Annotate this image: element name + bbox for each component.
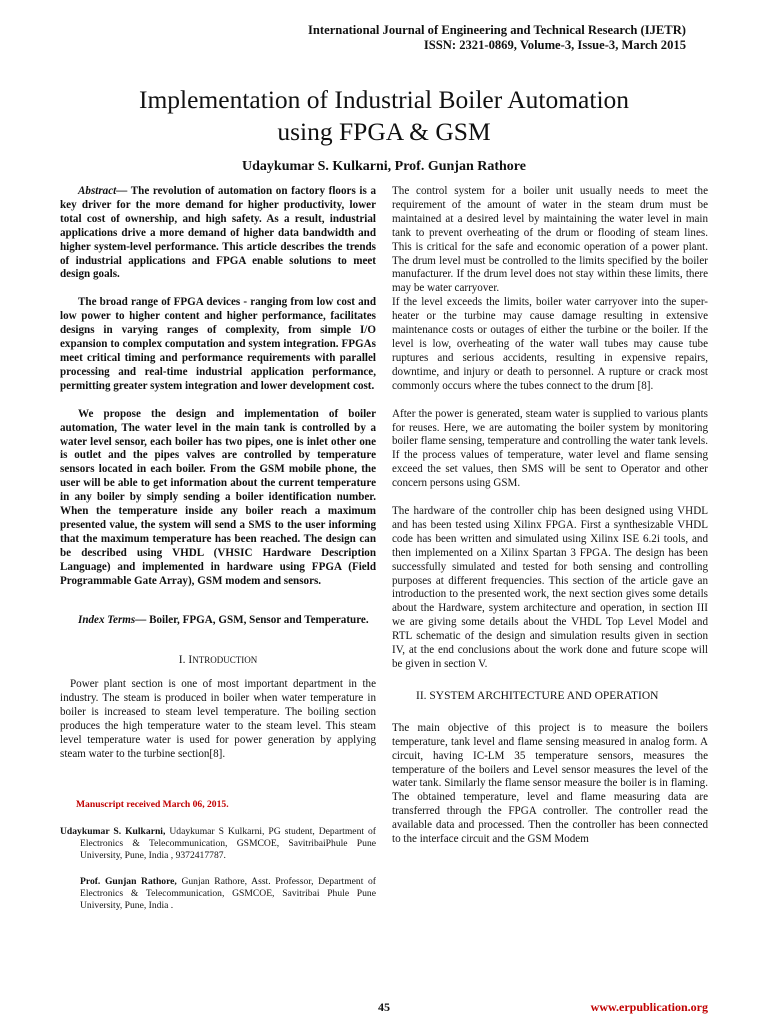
section-2-heading: II. SYSTEM ARCHITECTURE AND OPERATION xyxy=(416,689,659,702)
title-line-2: using FPGA & GSM xyxy=(277,117,491,146)
journal-name: International Journal of Engineering and Technical Research (IJETR) xyxy=(308,23,686,37)
section-1-title-rest: NTRODUCTION xyxy=(192,655,258,666)
section-1-body: Power plant section is one of most important department in the industry. The steam is produced in boiler when water temperature in boiler is increased to steam level temperature. The boiling section produces the high temperature water to the steam level. This steam level temperature water is used for power generation by applying steam water to the turbine section[8]. xyxy=(60,678,376,760)
footnote-1-text: Udaykumar S Kulkarni, PG student, Department of Electronics & Telecommunication, GSMCOE, SavitribaiPhule Pune University, Pune, India , 9372417787. xyxy=(80,825,376,861)
right-paragraph-4: The hardware of the controller chip has been designed using VHDL and has been tested using Xilinx FPGA. First a synthesizable VHDL code has been written and simulated using Xilinx ISE 6.2i tools, and then implemented on a Xilinx Spartan 3 FPGA. The design has been successfully simulated and tested for both sensing and controlling purposes at different frequencies. This section of the article gave an introduction to the presented work, the next section gives some details about the Hardware, system architecture and operation, in section III we are giving some details about the VHDL Top Level Model and RTL schematic of the design and simulation results given in section IV, at the end conclusions about the work done and future scope will be given in section V. xyxy=(392,505,708,670)
section-1-number: I. xyxy=(178,654,189,667)
footnote-1-name: Udaykumar S. Kulkarni, xyxy=(60,825,166,837)
abstract-paragraph-2: The broad range of FPGA devices - ranging from low cost and low power to higher content and higher performance, facilitates designs in varying ranges of complexity, from simple I/O expansion to complex computation and system integration. FPGAs meet critical timing and performance requirements with parallel processing and real-time industrial application performance, permitting greater system integration and lower development cost. xyxy=(60,296,376,392)
index-terms-label: Index Terms— xyxy=(78,614,147,627)
footnote-2-text: Gunjan Rathore, Asst. Professor, Department of Electronics & Telecommunication, GSMCOE, Savitribai Phule Pune University, Pune, India . xyxy=(80,875,376,911)
manuscript-received: Manuscript received March 06, 2015. xyxy=(76,798,229,810)
index-terms xyxy=(60,614,376,628)
page-number: 45 xyxy=(378,1000,390,1014)
section-1-heading xyxy=(60,654,376,668)
abstract-paragraph-3: We propose the design and implementation of boiler automation, The water level in the main tank is controlled by a water level sensor, each boiler has two pipes, one is inlet other one is outlet and the pipes valves are controlled by temperature sensors located in each boiler. From the GSM mobile phone, the user will be able to get information about the current temperature in any boiler by simply sending a boiler identification number. When the temperature inside any boiler reach a maximum presented value, the system will send a SMS to the user informing that the maximum temperature has been reached. The design can be described using VHDL (VHSIC Hardware Description Language) and implemented in hardware using FPGA (Field Programmable Gate Array), GSM modem and sensors. xyxy=(60,407,376,587)
authors: Udaykumar S. Kulkarni, Prof. Gunjan Rathore xyxy=(242,159,526,174)
footnote-author-1 xyxy=(60,826,376,862)
abstract-paragraph-1 xyxy=(60,185,376,282)
index-terms-text: Boiler, FPGA, GSM, Sensor and Temperature. xyxy=(146,614,369,627)
left-column xyxy=(60,185,376,912)
right-paragraph-2: If the level exceeds the limits, boiler water carryover into the super-heater or the turbine may cause damage resulting in extensive maintenance costs or outages of either the turbine or the boiler. If the level is low, overheating of the water wall tubes may cause tube ruptures and serious accidents, resulting in expensive repairs, downtime, and injury or death to personnel. A rupture or crack most commonly occurs where the tubes connect to the drum [8]. xyxy=(392,296,708,392)
right-paragraph-5: The main objective of this project is to measure the boilers temperature, tank level and flame sensing measured in analog form. A circuit, having IC-LM 35 temperature sensors, measures the temperature of the boilers and Level sensor measures the level of the water tank. Similarly the flame sensor measure the boiler is in flaming. The obtained temperature, level and flame measuring data are transferred through the FPGA controller. The controller read the available data and processed. Then the controller has been connected to the interface circuit and the GSM Modem xyxy=(392,721,708,846)
section-1-initial: I xyxy=(188,654,193,667)
footnote-2-name: Prof. Gunjan Rathore, xyxy=(80,875,177,887)
footer-website-link[interactable]: www.erpublication.org xyxy=(590,1000,708,1014)
journal-header xyxy=(308,23,686,53)
right-paragraph-3: After the power is generated, steam water is supplied to various plants for reuses. Here, we are automating the boiler system by monitoring boiler flame sensing, temperature and controlling the water tank levels. If the process values of temperature, water level and flame sensing exceed the set values, then SMS will be sent to Operator and other concern persons using GSM. xyxy=(392,407,708,490)
footnote-author-2 xyxy=(60,876,376,912)
abstract-text-1: The revolution of automation on factory floors is a key driver for the more demand for higher productivity, lower total cost of ownership, and high safety. As a result, industrial applications drive a more demand of higher data bandwidth and higher system-level performance. This article describes the trends of industrial applications and FPGA enable solutions to meet design goals. xyxy=(60,185,376,281)
paper-title xyxy=(0,84,768,148)
title-line-1: Implementation of Industrial Boiler Automation xyxy=(138,85,630,114)
journal-issn: ISSN: 2321-0869, Volume-3, Issue-3, March 2015 xyxy=(423,38,686,52)
right-column xyxy=(392,185,708,847)
abstract-label: Abstract— xyxy=(78,185,128,197)
right-paragraph-1: The control system for a boiler unit usually needs to meet the requirement of the amount of water in the steam drum must be maintained at a desired level by maintaining the water level in main tank to prevent overheating of the drum or flooding of steam lines. This is critical for the safe and economic operation of a power plant. The drum level must be controlled to the limits specified by the boiler manufacturer. If the drum level does not stay within these limits, there may be water carryover. xyxy=(392,185,708,295)
